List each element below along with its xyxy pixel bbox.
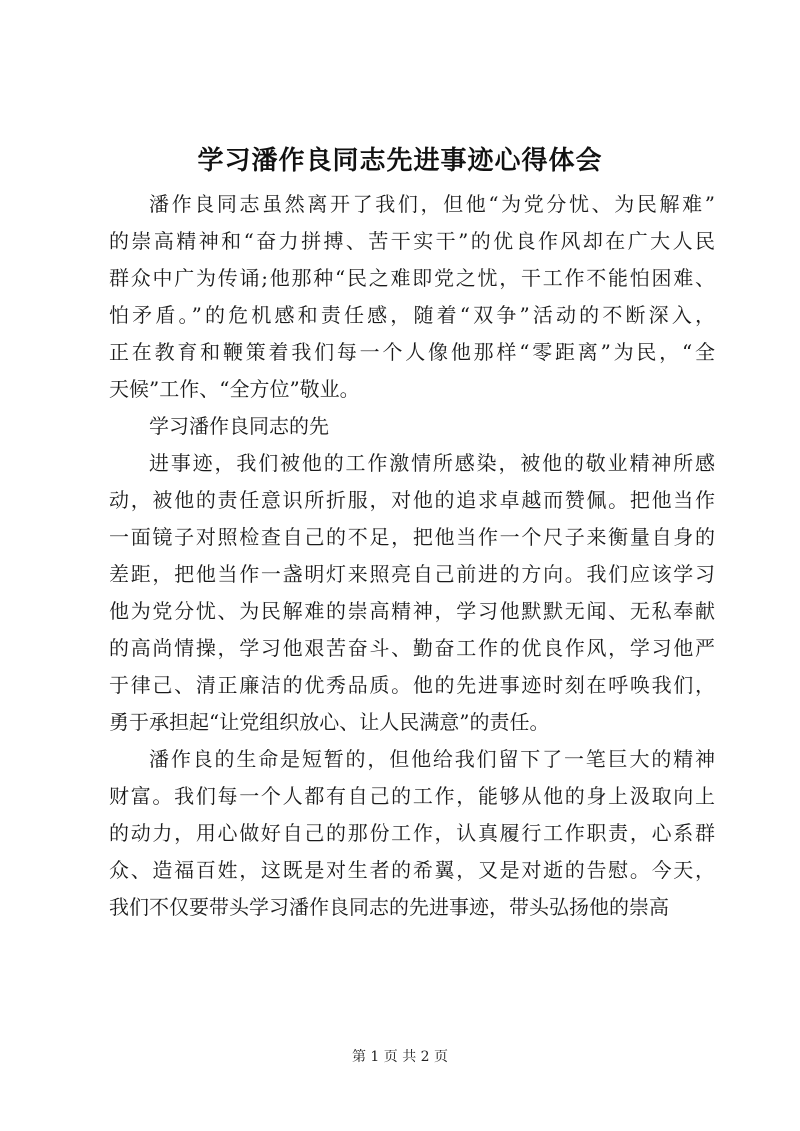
paragraph-line: 潘作良同志虽然离开了我们，但他“为党分忧、为民解难”	[149, 192, 715, 216]
paragraph-line: 天候”工作、“全方位”敬业。	[109, 377, 360, 401]
paragraph-line: 潘作良的生命是短暂的，但他给我们留下了一笔巨大的精神	[149, 747, 715, 771]
paragraph	[109, 741, 715, 926]
document-body	[109, 186, 715, 926]
paragraph-line: 众、造福百姓，这既是对生者的希翼，又是对逝的告慰。今天，	[109, 858, 715, 882]
paragraph-line: 学习潘作良同志的先	[149, 414, 329, 438]
paragraph-line: 他为党分忧、为民解难的崇高精神，学习他默默无闻、无私奉献	[109, 599, 715, 623]
paragraph	[109, 445, 715, 741]
paragraph-line: 勇于承担起“让党组织放心、让人民满意”的责任。	[109, 710, 550, 734]
paragraph	[109, 186, 715, 408]
paragraph-line: 财富。我们每一个人都有自己的工作，能够从他的身上汲取向上	[109, 784, 715, 808]
paragraph-line: 我们不仅要带头学习潘作良同志的先进事迹，带头弘扬他的崇高	[109, 895, 669, 919]
paragraph-line: 的高尚情操，学习他艰苦奋斗、勤奋工作的优良作风，学习他严	[109, 636, 715, 660]
paragraph-line: 的动力，用心做好自己的那份工作，认真履行工作职责，心系群	[109, 821, 715, 845]
paragraph-line: 怕矛盾。”的危机感和责任感，随着“双争”活动的不断深入，	[109, 303, 715, 327]
paragraph-line: 群众中广为传诵;他那种“民之难即党之忧，干工作不能怕困难、	[109, 266, 715, 290]
page-title: 学习潘作良同志先进事迹心得体会	[197, 146, 603, 176]
paragraph-line: 动，被他的责任意识所折服，对他的追求卓越而赞佩。把他当作	[109, 488, 715, 512]
page-footer: 第 1 页 共 2 页	[351, 1049, 449, 1065]
paragraph-line: 差距，把他当作一盏明灯来照亮自己前进的方向。我们应该学习	[109, 562, 715, 586]
paragraph-line: 的崇高精神和“奋力拼搏、苦干实干”的优良作风却在广大人民	[109, 229, 715, 253]
paragraph-line: 一面镜子对照检查自己的不足，把他当作一个尺子来衡量自身的	[109, 525, 715, 549]
paragraph-line: 正在教育和鞭策着我们每一个人像他那样“零距离”为民，“全	[109, 340, 715, 364]
paragraph-line: 于律己、清正廉洁的优秀品质。他的先进事迹时刻在呼唤我们，	[109, 673, 715, 697]
paragraph	[109, 408, 715, 445]
paragraph-line: 进事迹，我们被他的工作激情所感染，被他的敬业精神所感	[149, 451, 715, 475]
